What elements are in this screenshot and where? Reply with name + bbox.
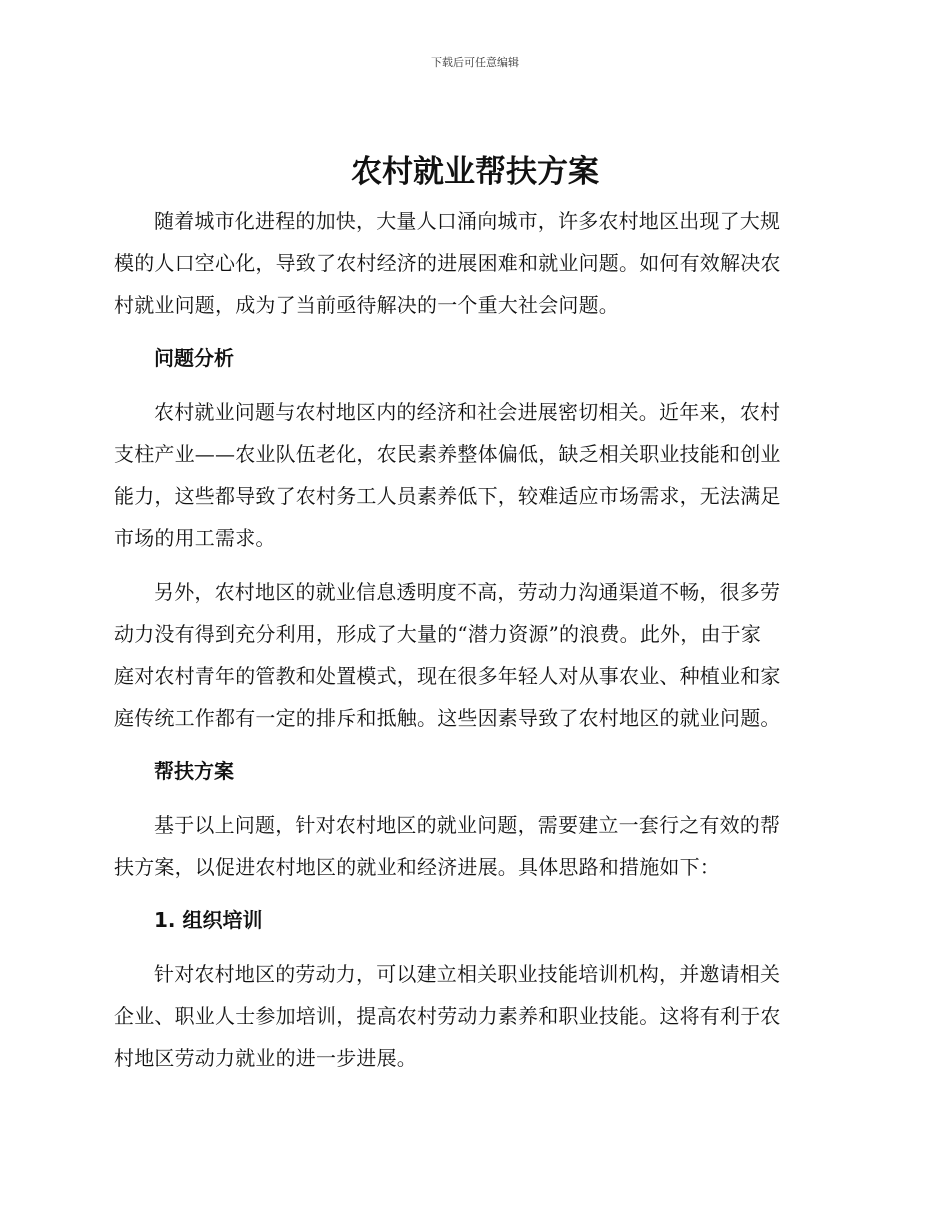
paragraph-line: 基于以上问题，针对农村地区的就业问题，需要建立一套行之有效的帮 [154, 813, 781, 837]
section-heading-analysis: 问题分析 [154, 346, 234, 370]
paragraph-line: 能力，这些都导致了农村务工人员素养低下，较难适应市场需求，无法满足 [114, 484, 781, 508]
plan-paragraph-1 [114, 804, 830, 888]
paragraph-line: 动力没有得到充分利用，形成了大量的“潜力资源”的浪费。此外，由于家 [114, 622, 762, 646]
training-paragraph-1 [114, 953, 830, 1079]
intro-line: 村就业问题，成为了当前亟待解决的一个重大社会问题。 [114, 293, 619, 317]
paragraph-line: 针对农村地区的劳动力，可以建立相关职业技能培训机构，并邀请相关 [154, 962, 781, 986]
paragraph-line: 村地区劳动力就业的进一步进展。 [114, 1046, 417, 1070]
paragraph-line: 农村就业问题与农村地区内的经济和社会进展密切相关。近年来，农村 [154, 400, 781, 424]
section-heading-training: 1. 组织培训 [154, 908, 263, 932]
analysis-paragraph-2 [114, 571, 830, 739]
document-title: 农村就业帮扶方案 [351, 154, 599, 190]
paragraph-line: 企业、职业人士参加培训，提高农村劳动力素养和职业技能。这将有利于农 [114, 1004, 781, 1028]
section-heading-plan: 帮扶方案 [154, 759, 234, 783]
intro-line: 模的人口空心化，导致了农村经济的进展困难和就业问题。如何有效解决农 [114, 251, 781, 275]
header-note: 下载后可任意编辑 [431, 56, 519, 69]
paragraph-line: 支柱产业——农业队伍老化，农民素养整体偏低，缺乏相关职业技能和创业 [114, 442, 781, 466]
paragraph-line: 扶方案，以促进农村地区的就业和经济进展。具体思路和措施如下： [114, 855, 720, 879]
paragraph-line: 庭对农村青年的管教和处置模式，现在很多年轻人对从事农业、种植业和家 [114, 664, 781, 688]
intro-paragraph [114, 200, 830, 326]
paragraph-line: 另外，农村地区的就业信息透明度不高，劳动力沟通渠道不畅，很多劳 [154, 580, 781, 604]
intro-line: 随着城市化进程的加快，大量人口涌向城市，许多农村地区出现了大规 [154, 209, 781, 233]
paragraph-line: 庭传统工作都有一定的排斥和抵触。这些因素导致了农村地区的就业问题。 [114, 706, 781, 730]
analysis-paragraph-1 [114, 391, 830, 559]
paragraph-line: 市场的用工需求。 [114, 526, 276, 550]
document-body [114, 200, 830, 1079]
